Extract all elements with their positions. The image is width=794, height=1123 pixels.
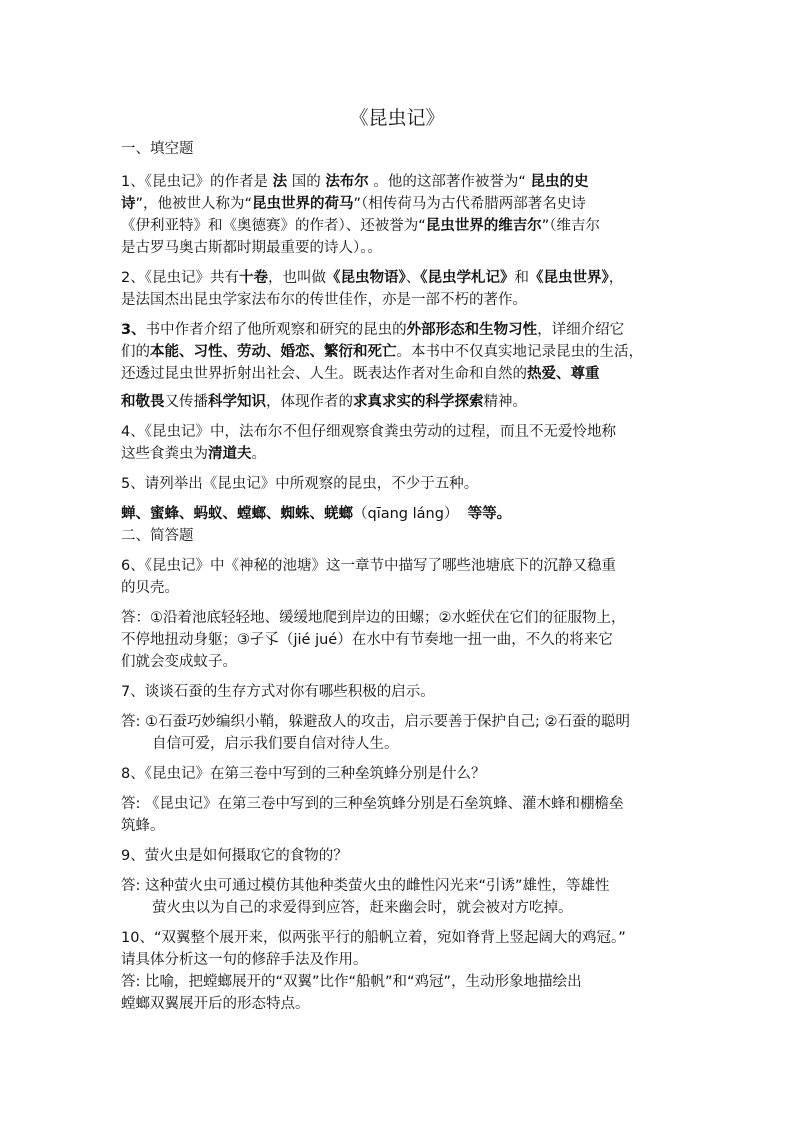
question-6-answer-line-1: 答：①沿着池底轻轻地、缓缓地爬到岸边的田螺；②水蛭伏在它们的征服物上，	[121, 610, 626, 626]
question-8-answer-line-1: 答: 《昆虫记》在第三卷中写到的三种垒筑蜂分别是石垒筑蜂、灌木蜂和棚檐垒	[121, 796, 624, 812]
question-9-answer-line-2: 萤火虫以为自己的求爱得到应答，赶来幽会时，就会被对方吃掉。	[152, 900, 573, 916]
question-10-answer-line-2: 螳螂双翼展开后的形态特点。	[121, 996, 310, 1012]
question-5-answer: 蝉、蜜蜂、蚂蚁、螳螂、蜘蛛、蜣螂（qīang láng） 等等。	[121, 506, 512, 522]
question-6-answer-line-2: 不停地扭动身躯；③孑孓（jié jué）在水中有节奏地一扭一曲，不久的将来它	[121, 632, 613, 648]
question-1-line-2: 诗”，他被世人称为“昆虫世界的荷马”（相传荷马为古代希腊两部著名史诗	[121, 196, 586, 212]
page-title: 《昆虫记》	[349, 107, 445, 129]
question-10-line-2: 请具体分析这一句的修辞手法及作用。	[121, 952, 368, 968]
question-2-line-2: 是法国杰出昆虫学家法布尔的传世佳作，亦是一部不朽的著作。	[121, 292, 527, 308]
question-5: 5、请列举出《昆虫记》中所观察的昆虫，不少于五种。	[121, 476, 479, 492]
question-3-line-3: 还透过昆虫世界折射出社会、人生。既表达作者对生命和自然的热爱、尊重	[121, 366, 600, 382]
question-6-line-2: 的贝壳。	[121, 580, 179, 596]
question-7: 7、谈谈石蚕的生存方式对你有哪些积极的启示。	[121, 684, 435, 700]
question-8-answer-line-2: 筑蜂。	[121, 818, 165, 834]
question-1-line-3: 《伊利亚特》和《奥德赛》的作者）、还被誉为“昆虫世界的维吉尔”（维吉尔	[121, 218, 601, 234]
question-7-answer-line-2: 自信可爱，启示我们要自信对待人生。	[152, 736, 399, 752]
question-1-line-4: 是古罗马奥古斯都时期最重要的诗人）。。	[121, 240, 382, 256]
question-3-line-4: 和敬畏又传播科学知识，体现作者的求真求实的科学探索精神。	[121, 394, 527, 410]
section-heading-short-answer: 二、简答题	[121, 528, 194, 544]
question-6-line-1: 6、《昆虫记》中《神秘的池塘》这一章节中描写了哪些池塘底下的沉静又稳重	[121, 558, 616, 574]
question-3-line-1: 3、书中作者介绍了他所观察和研究的昆虫的外部形态和生物习性，详细介绍它	[121, 322, 625, 338]
question-7-answer-line-1: 答: ①石蚕巧妙编织小鞘，躲避敌人的攻击，启示要善于保护自己; ②石蚕的聪明	[121, 714, 630, 730]
question-4-line-1: 4、《昆虫记》中，法布尔不但仔细观察食粪虫劳动的过程，而且不无爱怜地称	[121, 424, 616, 440]
section-heading-fill-in: 一、填空题	[121, 141, 194, 157]
question-6-answer-line-3: 们就会变成蚊子。	[121, 654, 237, 670]
question-1-line-1: 1、《昆虫记》的作者是 法 国的 法布尔 。他的这部著作被誉为“ 昆虫的史	[121, 174, 589, 190]
question-8: 8、《昆虫记》在第三卷中写到的三种垒筑蜂分别是什么？	[121, 766, 486, 782]
question-9: 9、萤火虫是如何摄取它的食物的？	[121, 848, 348, 864]
question-9-answer-line-1: 答: 这种萤火虫可通过模仿其他种类萤火虫的雌性闪光来“引诱”雄性，等雄性	[121, 878, 610, 894]
question-4-line-2: 这些食粪虫为清道夫。	[121, 446, 266, 462]
question-2-line-1: 2、《昆虫记》共有十卷，也叫做《昆虫物语》、《昆虫学札记》和《昆虫世界》，	[121, 270, 624, 286]
question-10-answer-line-1: 答: 比喻，把螳螂展开的“双翼”比作“船帆”和“鸡冠”，生动形象地描绘出	[121, 974, 582, 990]
question-10-line-1: 10、“双翼整个展开来，似两张平行的船帆立着，宛如脊背上竖起阔大的鸡冠。”	[121, 930, 626, 946]
question-3-line-2: 们的本能、习性、劳动、婚恋、繁衍和死亡。本书中不仅真实地记录昆虫的生活，	[121, 344, 643, 360]
